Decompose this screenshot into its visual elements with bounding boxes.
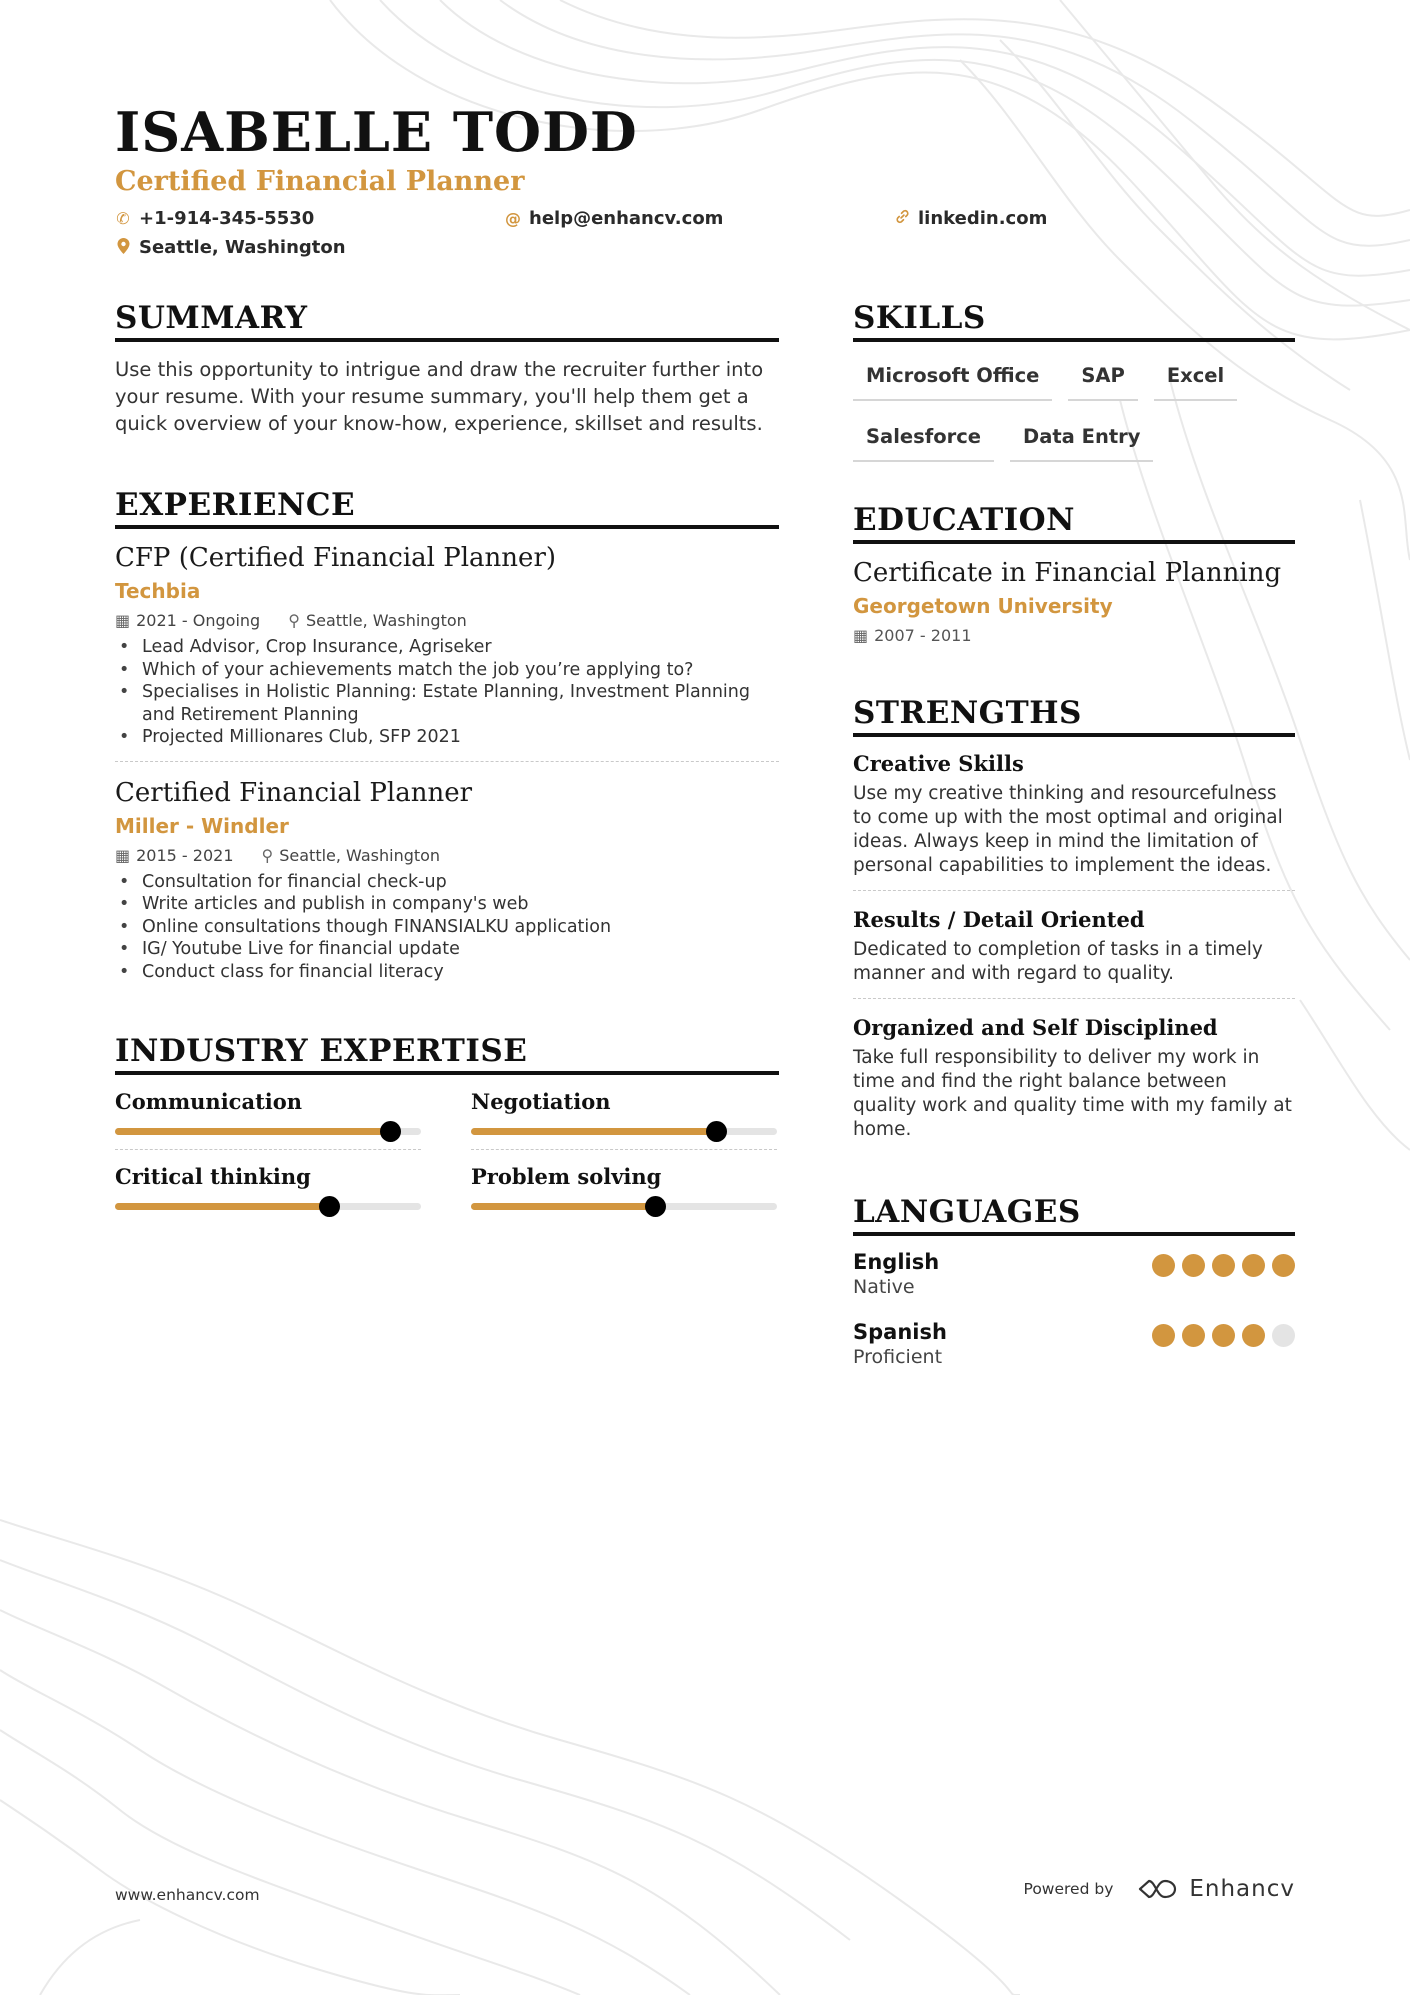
strength-desc: Dedicated to completion of tasks in a timely manner and with regard to quality.	[853, 939, 1263, 984]
map-pin-icon: ⚲	[261, 845, 274, 865]
job-bullets	[115, 636, 779, 749]
expertise-knob	[645, 1196, 666, 1217]
expertise-item	[471, 1164, 777, 1224]
linkedin-contact[interactable]	[894, 208, 1047, 229]
strength-item	[853, 751, 1295, 891]
rating-dot-filled	[1182, 1254, 1205, 1277]
job-bullet: • Lead Advisor, Crop Insurance, Agriseker	[115, 636, 779, 659]
at-icon: @	[505, 209, 521, 228]
calendar-icon: ▦	[115, 611, 131, 630]
expertise-fill	[115, 1128, 390, 1135]
education-dates	[853, 626, 1295, 645]
strengths-heading: STRENGTHS	[853, 695, 1295, 737]
expertise-knob	[380, 1121, 401, 1142]
expertise-bar	[471, 1128, 777, 1135]
candidate-title: Certified Financial Planner	[115, 166, 525, 197]
language-name: English	[853, 1250, 940, 1274]
job-bullet: • Which of your achievements match the job you’re applying to?	[115, 659, 779, 682]
expertise-item	[115, 1089, 421, 1150]
language-rating	[1152, 1324, 1295, 1347]
job-dates	[115, 611, 260, 630]
rating-dot-filled	[1242, 1324, 1265, 1347]
map-pin-icon: ⚲	[288, 611, 300, 630]
expertise-item	[471, 1089, 777, 1150]
strength-desc: Use my creative thinking and resourcefulness to come up with the most optimal and original ideas. Always keep in mind the limitation of personal capabilities to implement the ideas.	[853, 783, 1283, 876]
strength-title: Organized and Self Disciplined	[853, 1015, 1218, 1040]
language-info	[853, 1320, 947, 1368]
candidate-name: ISABELLE TODD	[115, 100, 638, 164]
rating-dot-filled	[1152, 1254, 1175, 1277]
calendar-icon: ▦	[115, 845, 131, 865]
job-company: Techbia	[115, 579, 201, 603]
skills-list	[853, 356, 1295, 462]
job-location-text: Seattle, Washington	[279, 845, 441, 865]
language-item	[853, 1250, 1295, 1298]
strengths-section	[853, 695, 1295, 1154]
strength-item	[853, 907, 1295, 999]
enhancv-logo-icon	[1135, 1877, 1179, 1901]
expertise-fill	[115, 1203, 329, 1210]
expertise-label: Negotiation	[471, 1089, 611, 1114]
expertise-label: Critical thinking	[115, 1164, 311, 1189]
experience-heading: EXPERIENCE	[115, 487, 779, 529]
education-heading: EDUCATION	[853, 502, 1295, 544]
footer-website[interactable]: www.enhancv.com	[115, 1886, 260, 1904]
skills-section	[853, 300, 1295, 462]
job-bullet: • IG/ Youtube Live for financial update	[115, 938, 779, 961]
rating-dot-filled	[1272, 1254, 1295, 1277]
calendar-icon: ▦	[853, 626, 869, 645]
job-bullet: • Conduct class for financial literacy	[115, 961, 779, 984]
expertise-knob	[319, 1196, 340, 1217]
phone-contact[interactable]	[115, 208, 314, 229]
expertise-fill	[471, 1128, 716, 1135]
expertise-bar	[471, 1203, 777, 1210]
job-dates-text: 2021 - Ongoing	[136, 611, 261, 630]
job-bullet: • Consultation for financial check-up	[115, 871, 779, 894]
education-degree: Certificate in Financial Planning	[853, 558, 1282, 588]
rating-dot-filled	[1242, 1254, 1265, 1277]
job-bullet: • Projected Millionares Club, SFP 2021	[115, 726, 779, 749]
rating-dot-empty	[1272, 1324, 1295, 1347]
job-dates-text: 2015 - 2021	[136, 845, 234, 865]
skill-tag: Excel	[1154, 356, 1237, 401]
left-column	[115, 300, 779, 1224]
job-location-text: Seattle, Washington	[305, 611, 467, 630]
language-item	[853, 1320, 1295, 1368]
skills-heading: SKILLS	[853, 300, 1295, 342]
language-level: Native	[853, 1276, 915, 1298]
summary-heading: SUMMARY	[115, 300, 779, 342]
brand-name: Enhancv	[1189, 1876, 1295, 1902]
footer-branding	[1024, 1876, 1295, 1902]
education-school: Georgetown University	[853, 594, 1113, 618]
experience-item	[115, 543, 779, 749]
location-contact	[115, 237, 346, 258]
strength-title: Results / Detail Oriented	[853, 907, 1145, 932]
phone-icon: ✆	[116, 209, 130, 228]
summary-text: Use this opportunity to intrigue and draw the recruiter further into your resume. With your resume summary, you'll help them get a quick overview of your know-how, experience, skillset and results.	[115, 358, 764, 435]
expertise-item	[115, 1164, 421, 1224]
phone-text: +1-914-345-5530	[139, 208, 315, 229]
education-dates-text: 2007 - 2011	[874, 626, 972, 645]
map-pin-icon	[115, 238, 131, 258]
enhancv-logo[interactable]	[1135, 1876, 1295, 1902]
job-meta	[115, 846, 779, 865]
expertise-section	[115, 1033, 779, 1224]
job-company: Miller - Windler	[115, 813, 289, 838]
rating-dot-filled	[1212, 1254, 1235, 1277]
rating-dot-filled	[1152, 1324, 1175, 1347]
language-info	[853, 1250, 939, 1298]
strength-item	[853, 1015, 1295, 1154]
expertise-heading: INDUSTRY EXPERTISE	[115, 1033, 779, 1075]
job-role: CFP (Certified Financial Planner)	[115, 543, 557, 573]
languages-heading: LANGUAGES	[853, 1194, 1295, 1236]
summary-section	[115, 300, 779, 437]
expertise-knob	[706, 1121, 727, 1142]
expertise-label: Problem solving	[471, 1164, 662, 1189]
language-name: Spanish	[853, 1320, 947, 1344]
rating-dot-filled	[1182, 1324, 1205, 1347]
strength-title: Creative Skills	[853, 751, 1024, 776]
skill-tag: SAP	[1068, 356, 1137, 401]
email-text: help@enhancv.com	[529, 208, 724, 229]
education-section	[853, 502, 1295, 645]
job-bullet: • Online consultations though FINANSIALKU application	[115, 916, 779, 939]
job-dates	[115, 846, 234, 865]
language-level: Proficient	[853, 1346, 943, 1368]
skill-tag: Microsoft Office	[853, 356, 1052, 401]
language-rating	[1152, 1254, 1295, 1277]
job-role: Certified Financial Planner	[115, 777, 473, 808]
skill-tag: Salesforce	[853, 417, 994, 462]
job-location	[262, 846, 441, 865]
experience-section	[115, 487, 779, 983]
languages-section	[853, 1194, 1295, 1368]
job-bullets	[115, 871, 779, 984]
strength-desc: Take full responsibility to deliver my work in time and find the right balance between quality work and quality time with my family at home.	[853, 1047, 1292, 1140]
divider	[115, 761, 779, 762]
expertise-grid	[115, 1089, 779, 1224]
expertise-label: Communication	[115, 1089, 303, 1114]
experience-item	[115, 778, 779, 984]
right-column	[853, 300, 1295, 1390]
job-bullet: • Specialises in Holistic Planning: Estate Planning, Investment Planning and Retirement Planning	[115, 681, 779, 726]
job-location	[288, 611, 467, 630]
expertise-bar	[115, 1128, 421, 1135]
powered-by-text: Powered by	[1023, 1880, 1114, 1898]
email-contact[interactable]	[505, 208, 723, 229]
job-meta	[115, 611, 779, 630]
rating-dot-filled	[1212, 1324, 1235, 1347]
expertise-fill	[471, 1203, 655, 1210]
linkedin-text: linkedin.com	[918, 208, 1048, 229]
expertise-bar	[115, 1203, 421, 1210]
link-icon	[894, 209, 910, 228]
skill-tag: Data Entry	[1010, 417, 1153, 462]
job-bullet: • Write articles and publish in company's web	[115, 893, 779, 916]
location-text: Seattle, Washington	[139, 237, 346, 258]
